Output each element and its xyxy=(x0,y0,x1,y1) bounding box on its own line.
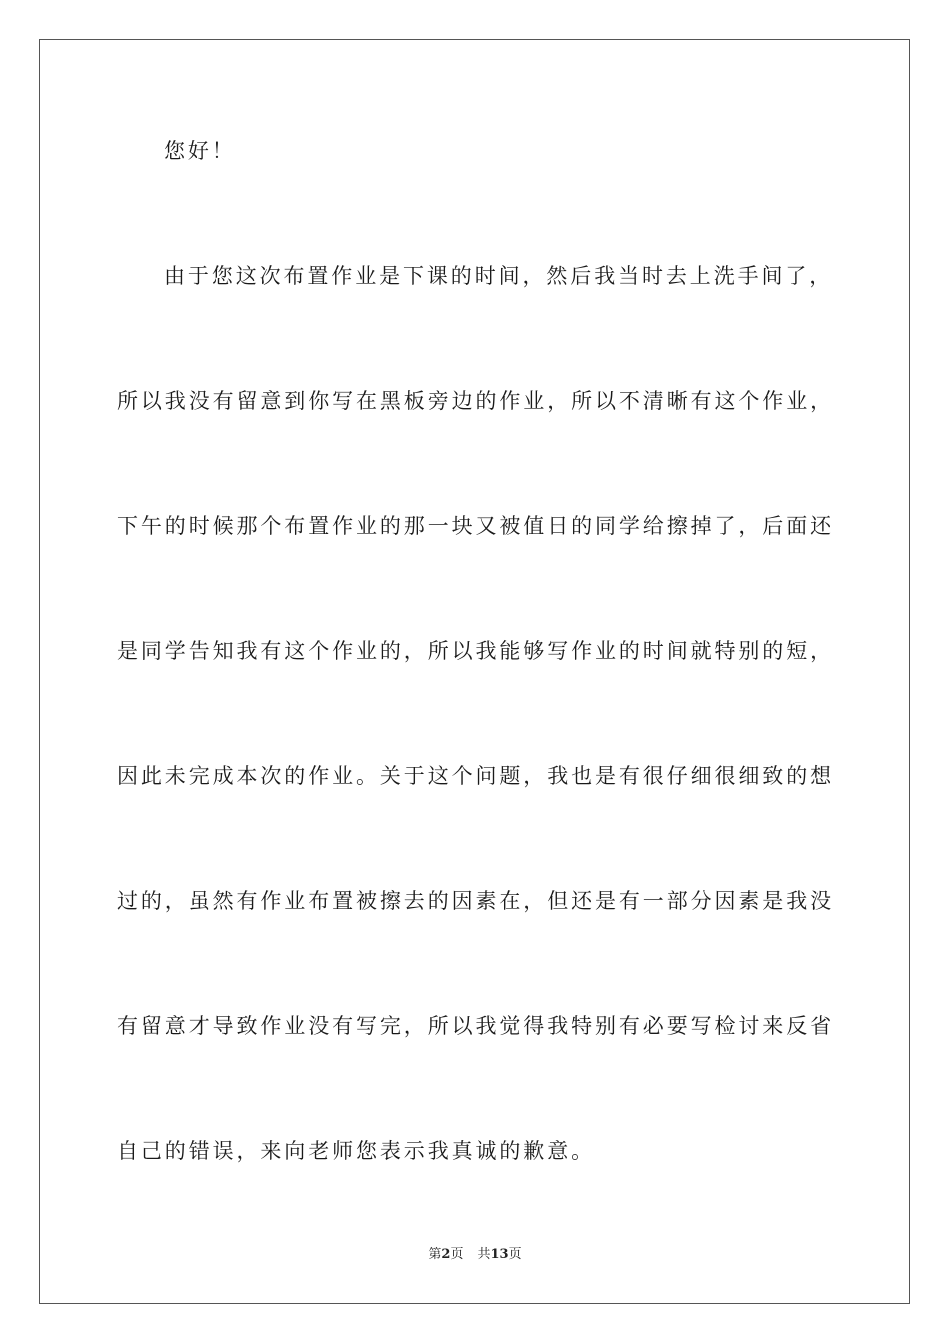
page-prefix: 第 xyxy=(428,1247,442,1262)
greeting: 您好！ xyxy=(164,139,236,163)
paragraph-line-1: 由于您这次布置作业是下课的时间，然后我当时去上洗手间了， xyxy=(164,264,834,288)
paragraph-line-5: 因此未完成本次的作业。关于这个问题，我也是有很仔细很细致的想 xyxy=(117,764,834,788)
paragraph-line-6: 过的，虽然有作业布置被擦去的因素在，但还是有一部分因素是我没 xyxy=(117,889,834,913)
total-pages: 13 xyxy=(490,1247,509,1262)
paragraph-line-2: 所以我没有留意到你写在黑板旁边的作业，所以不清晰有这个作业， xyxy=(117,389,834,413)
paragraph-line-8: 自己的错误，来向老师您表示我真诚的歉意。 xyxy=(117,1139,595,1163)
page-suffix: 页 xyxy=(450,1247,464,1262)
paragraph-line-4: 是同学告知我有这个作业的，所以我能够写作业的时间就特别的短， xyxy=(117,639,834,663)
total-prefix: 共 xyxy=(477,1247,491,1262)
page-footer xyxy=(0,1247,950,1263)
paragraph-line-7: 有留意才导致作业没有写完，所以我觉得我特别有必要写检讨来反省 xyxy=(117,1014,834,1038)
page-number: 2 xyxy=(441,1247,451,1262)
total-suffix: 页 xyxy=(508,1247,522,1262)
paragraph-line-3: 下午的时候那个布置作业的那一块又被值日的同学给擦掉了，后面还 xyxy=(117,514,834,538)
page-frame xyxy=(39,39,910,1304)
